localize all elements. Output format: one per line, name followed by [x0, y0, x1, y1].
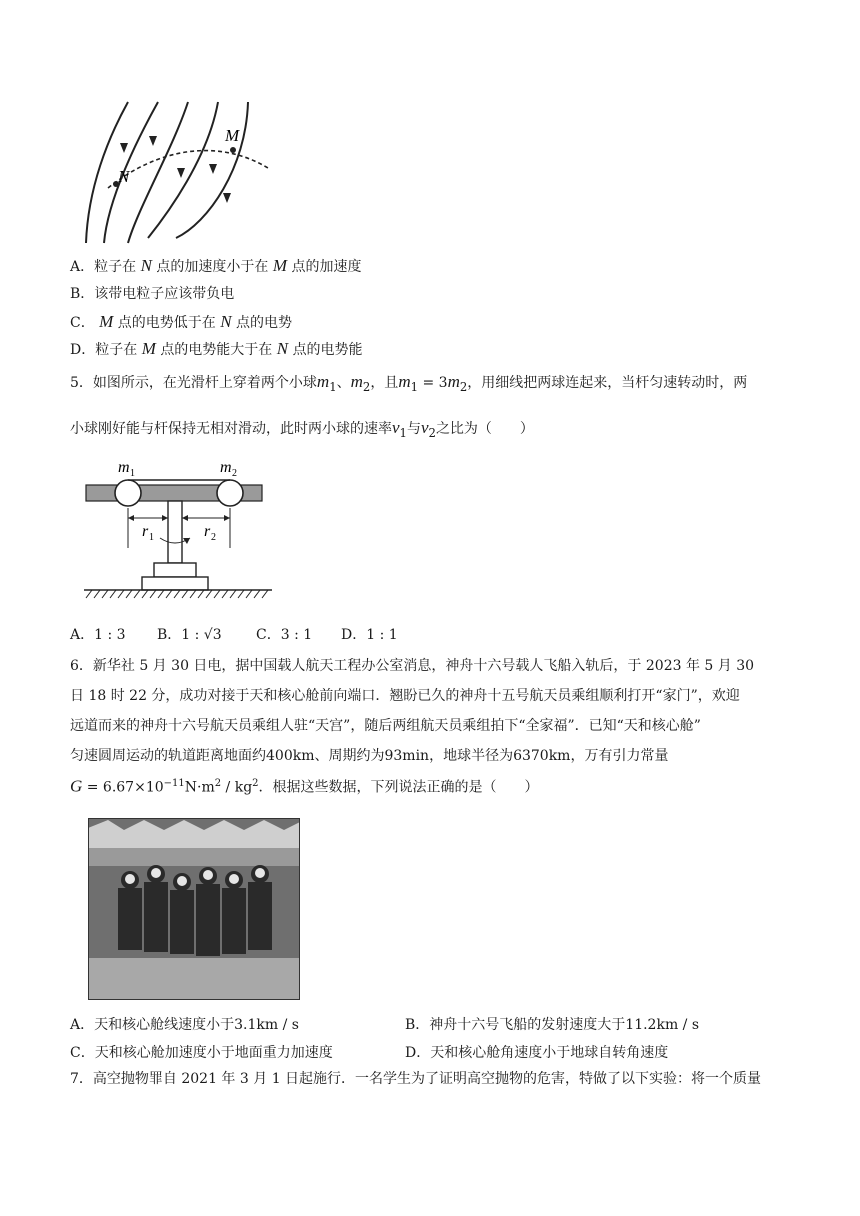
q6-option-c: C．天和核心舱加速度小于地面重力加速度: [70, 1045, 333, 1061]
q6-stem-line1: 6．新华社 5 月 30 日电，据中国载人航天工程办公室消息，神舟十六号载人飞船入轨后，于 2023 年 5 月 30: [70, 658, 755, 674]
astronaut-group-photo: [88, 818, 300, 1000]
label-m1-sub: 1: [130, 468, 135, 479]
q5-option-c: C．3 : 1: [256, 627, 313, 643]
field-lines-figure: [68, 98, 283, 248]
label-r1: r: [142, 523, 149, 540]
q4-option-d: D．粒子在 M 点的电势能大于在 N 点的电势能: [70, 339, 363, 358]
q5-option-d: D．1 : 1: [341, 627, 398, 643]
label-m: M: [225, 126, 240, 145]
q4-option-a: A．粒子在 N 点的加速度小于在 M 点的加速度: [70, 256, 362, 275]
label-m2: m: [220, 459, 232, 476]
label-r2-sub: 2: [211, 532, 216, 543]
q7-stem-line1: 7．高空抛物罪自 2021 年 3 月 1 日起施行．一名学生为了证明高空抛物的危害，特做了以下实验：将一个质量: [70, 1071, 762, 1087]
q4-option-c: C． M 点的电势低于在 N 点的电势: [70, 312, 293, 331]
rotating-rod-figure: [82, 456, 278, 606]
label-m2-sub: 2: [232, 468, 237, 479]
q6-stem-line5: $G = 6.67\times 10^{-11}N\cdot m^2 / kg^2$．根据这些数据，下列说法正确的是（ ）: [70, 776, 539, 796]
q6-stem-line2: 日 18 时 22 分，成功对接于天和核心舱前向端口．翘盼已久的神舟十五号航天员乘组顺利打开“家门”，欢迎: [70, 688, 740, 704]
q6-stem-line4: 匀速圆周运动的轨道距离地面约400km、周期约为93min，地球半径为6370km，万有引力常量: [70, 748, 669, 764]
q4-option-b: B．该带电粒子应该带负电: [70, 286, 235, 302]
q6-option-b: B．神舟十六号飞船的发射速度大于11.2km / s: [405, 1017, 700, 1033]
label-n: N: [118, 167, 130, 186]
q5-option-a: A．1 : 3: [70, 627, 126, 643]
q5-option-b: B．1 : √3: [157, 627, 222, 643]
q6-stem-line3: 远道而来的神舟十六号航天员乘组人驻“天宫”，随后两组航天员乘组拍下“全家福”．已知“天和核心舱”: [70, 718, 701, 734]
q6-option-d: D．天和核心舱角速度小于地球自转角速度: [405, 1045, 669, 1061]
label-r2: r: [204, 523, 211, 540]
q5-stem-line2: 小球刚好能与杆保持无相对滑动，此时两小球的速率$v_1$与$v_2$之比为（ ）: [70, 418, 534, 440]
label-m1: m: [118, 459, 130, 476]
label-r1-sub: 1: [149, 532, 154, 543]
q5-stem-line1: 5．如图所示，在光滑杆上穿着两个小球$m_1$、$m_2$，且$m_1 = 3m_2$，用细线把两球连起来，当杆匀速转动时，两: [70, 372, 748, 394]
q6-option-a: A．天和核心舱线速度小于3.1km / s: [70, 1017, 299, 1033]
